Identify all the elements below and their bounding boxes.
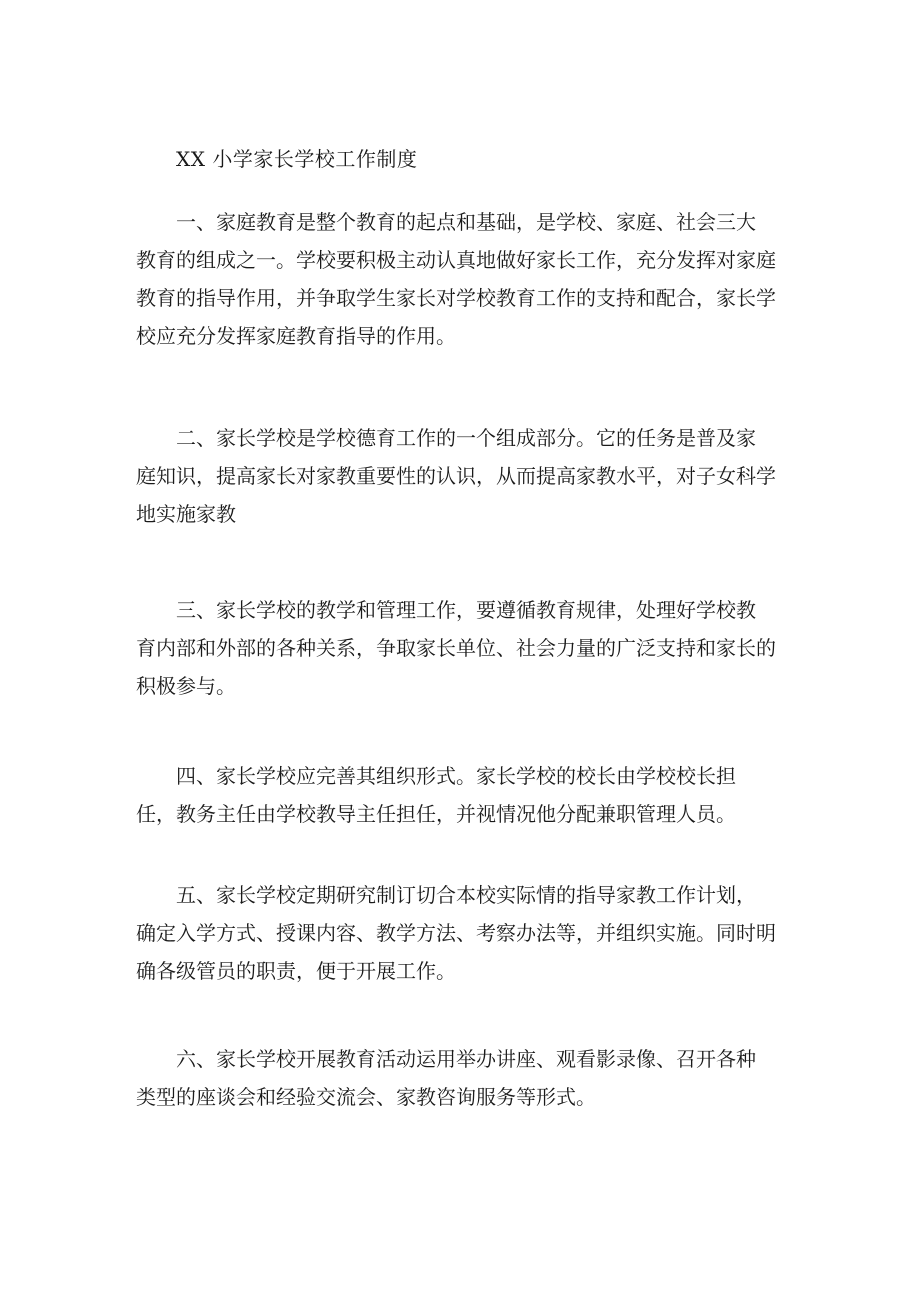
document-title: XX 小学家长学校工作制度 [176,147,418,171]
paragraph-6 [136,1040,796,1116]
paragraph-line: 三、家长学校的教学和管理工作，要遵循教育规律，处理好学校教 [176,598,756,622]
paragraph-line: 庭知识，提高家长对家教重要性的认识，从而提高家教水平，对子女科学 [136,464,776,488]
paragraph-1 [136,203,796,355]
paragraph-line: 教育的组成之一。学校要积极主动认真地做好家长工作，充分发挥对家庭 [136,248,776,272]
paragraph-line: 确各级管员的职责，便于开展工作。 [136,959,456,983]
paragraph-line: 二、家长学校是学校德育工作的一个组成部分。它的任务是普及家 [176,426,756,450]
paragraph-line: 六、家长学校开展教育活动运用举办讲座、观看影录像、召开各种 [176,1047,756,1071]
paragraph-line: 地实施家教 [136,502,236,526]
paragraph-line: 育内部和外部的各种关系，争取家长单位、社会力量的广泛支持和家长的 [136,636,776,660]
paragraph-5 [136,876,796,990]
paragraph-line: 类型的座谈会和经验交流会、家教咨询服务等形式。 [136,1085,596,1109]
paragraph-line: 四、家长学校应完善其组织形式。家长学校的校长由学校校长担 [176,764,736,788]
paragraph-line: 确定入学方式、授课内容、教学方法、考察办法等，并组织实施。同时明 [136,921,776,945]
paragraph-line: 五、家长学校定期研究制订切合本校实际情的指导家教工作计划， [176,883,756,907]
paragraph-line: 一、家庭教育是整个教育的起点和基础，是学校、家庭、社会三大 [176,210,756,234]
paragraph-line: 任，教务主任由学校教导主任担任，并视情况他分配兼职管理人员。 [136,802,736,826]
paragraph-4 [136,757,796,833]
paragraph-line: 积极参与。 [136,674,236,698]
paragraph-line: 校应充分发挥家庭教育指导的作用。 [136,324,456,348]
paragraph-3 [136,591,796,705]
paragraph-line: 教育的指导作用，并争取学生家长对学校教育工作的支持和配合，家长学 [136,286,776,310]
paragraph-2 [136,419,796,533]
